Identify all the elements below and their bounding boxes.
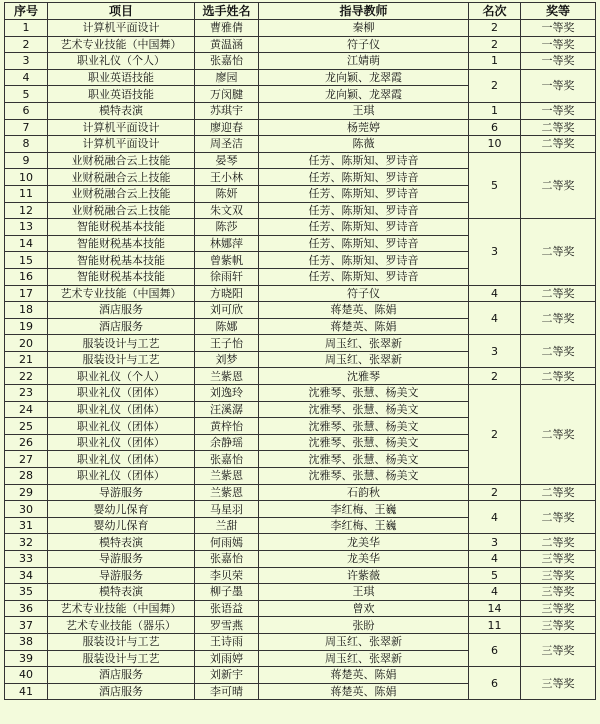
cell-name: 黄温涵 bbox=[195, 36, 259, 53]
cell-no: 15 bbox=[5, 252, 48, 269]
cell-rank: 4 bbox=[469, 501, 521, 534]
cell-teacher: 蒋楚英、陈娟 bbox=[259, 302, 469, 319]
cell-award: 二等奖 bbox=[521, 152, 596, 218]
cell-no: 24 bbox=[5, 401, 48, 418]
cell-item: 导游服务 bbox=[48, 551, 195, 568]
cell-no: 10 bbox=[5, 169, 48, 186]
awards-table bbox=[4, 2, 596, 700]
cell-award: 二等奖 bbox=[521, 119, 596, 136]
cell-teacher: 许紫薇 bbox=[259, 567, 469, 584]
cell-teacher: 任芳、陈斯知、罗诗音 bbox=[259, 169, 469, 186]
cell-name: 朱文双 bbox=[195, 202, 259, 219]
cell-name: 黄梓怡 bbox=[195, 418, 259, 435]
header-award: 奖等 bbox=[521, 3, 596, 20]
cell-item: 服装设计与工艺 bbox=[48, 633, 195, 650]
cell-award: 二等奖 bbox=[521, 219, 596, 285]
cell-name: 陈妍 bbox=[195, 185, 259, 202]
cell-name: 柳子墨 bbox=[195, 584, 259, 601]
cell-rank: 5 bbox=[469, 152, 521, 218]
cell-teacher: 任芳、陈斯知、罗诗音 bbox=[259, 268, 469, 285]
cell-name: 曹雅倩 bbox=[195, 20, 259, 37]
table-row bbox=[5, 567, 596, 584]
cell-rank: 2 bbox=[469, 484, 521, 501]
cell-name: 余静瑶 bbox=[195, 434, 259, 451]
cell-teacher: 沈雅琴、张慧、杨美文 bbox=[259, 434, 469, 451]
cell-teacher: 杨莞婷 bbox=[259, 119, 469, 136]
cell-teacher: 曾欢 bbox=[259, 600, 469, 617]
cell-item: 智能财税基本技能 bbox=[48, 252, 195, 269]
cell-item: 模特表演 bbox=[48, 102, 195, 119]
cell-teacher: 石韵秋 bbox=[259, 484, 469, 501]
cell-no: 1 bbox=[5, 20, 48, 37]
table-row bbox=[5, 53, 596, 70]
cell-rank: 2 bbox=[469, 69, 521, 102]
cell-item: 职业礼仪（个人） bbox=[48, 53, 195, 70]
cell-item: 婴幼儿保育 bbox=[48, 517, 195, 534]
cell-rank: 3 bbox=[469, 335, 521, 368]
cell-name: 陈娜 bbox=[195, 318, 259, 335]
cell-item: 职业礼仪（团体） bbox=[48, 451, 195, 468]
table-row bbox=[5, 501, 596, 518]
cell-award: 一等奖 bbox=[521, 36, 596, 53]
cell-no: 33 bbox=[5, 551, 48, 568]
cell-no: 32 bbox=[5, 534, 48, 551]
cell-item: 模特表演 bbox=[48, 534, 195, 551]
cell-name: 廖园 bbox=[195, 69, 259, 86]
cell-item: 计算机平面设计 bbox=[48, 20, 195, 37]
cell-name: 廖迎春 bbox=[195, 119, 259, 136]
cell-name: 万闵腱 bbox=[195, 86, 259, 103]
cell-item: 职业英语技能 bbox=[48, 86, 195, 103]
cell-no: 30 bbox=[5, 501, 48, 518]
cell-name: 林娜萍 bbox=[195, 235, 259, 252]
cell-award: 三等奖 bbox=[521, 633, 596, 666]
cell-no: 12 bbox=[5, 202, 48, 219]
cell-name: 兰紫恩 bbox=[195, 368, 259, 385]
cell-no: 28 bbox=[5, 468, 48, 485]
cell-item: 导游服务 bbox=[48, 567, 195, 584]
cell-item: 艺术专业技能（中国舞） bbox=[48, 36, 195, 53]
cell-no: 20 bbox=[5, 335, 48, 352]
cell-teacher: 王琪 bbox=[259, 102, 469, 119]
cell-teacher: 王琪 bbox=[259, 584, 469, 601]
cell-no: 16 bbox=[5, 268, 48, 285]
cell-no: 8 bbox=[5, 136, 48, 153]
cell-name: 王小林 bbox=[195, 169, 259, 186]
cell-award: 二等奖 bbox=[521, 534, 596, 551]
cell-no: 29 bbox=[5, 484, 48, 501]
cell-rank: 1 bbox=[469, 53, 521, 70]
cell-item: 酒店服务 bbox=[48, 318, 195, 335]
table-row bbox=[5, 484, 596, 501]
cell-name: 何雨嫣 bbox=[195, 534, 259, 551]
cell-award: 二等奖 bbox=[521, 368, 596, 385]
header-row bbox=[5, 3, 596, 20]
cell-no: 5 bbox=[5, 86, 48, 103]
cell-award: 三等奖 bbox=[521, 617, 596, 634]
cell-no: 18 bbox=[5, 302, 48, 319]
cell-rank: 2 bbox=[469, 20, 521, 37]
cell-name: 王诗雨 bbox=[195, 633, 259, 650]
cell-teacher: 沈雅琴、张慧、杨美文 bbox=[259, 385, 469, 402]
cell-award: 二等奖 bbox=[521, 484, 596, 501]
cell-no: 11 bbox=[5, 185, 48, 202]
cell-award: 三等奖 bbox=[521, 584, 596, 601]
cell-item: 婴幼儿保育 bbox=[48, 501, 195, 518]
cell-rank: 6 bbox=[469, 119, 521, 136]
cell-teacher: 任芳、陈斯知、罗诗音 bbox=[259, 202, 469, 219]
cell-name: 苏琪宇 bbox=[195, 102, 259, 119]
cell-item: 职业礼仪（团体） bbox=[48, 385, 195, 402]
table-row bbox=[5, 551, 596, 568]
cell-award: 二等奖 bbox=[521, 335, 596, 368]
cell-teacher: 任芳、陈斯知、罗诗音 bbox=[259, 152, 469, 169]
cell-teacher: 李红梅、王巍 bbox=[259, 501, 469, 518]
cell-award: 三等奖 bbox=[521, 667, 596, 700]
table-row bbox=[5, 385, 596, 402]
table-row bbox=[5, 136, 596, 153]
cell-name: 兰紫恩 bbox=[195, 484, 259, 501]
cell-no: 3 bbox=[5, 53, 48, 70]
cell-teacher: 蒋楚英、陈娟 bbox=[259, 683, 469, 700]
cell-no: 2 bbox=[5, 36, 48, 53]
header-name: 选手姓名 bbox=[195, 3, 259, 20]
cell-no: 14 bbox=[5, 235, 48, 252]
table-row bbox=[5, 617, 596, 634]
cell-teacher: 符子仪 bbox=[259, 36, 469, 53]
cell-no: 22 bbox=[5, 368, 48, 385]
table-row bbox=[5, 667, 596, 684]
cell-teacher: 任芳、陈斯知、罗诗音 bbox=[259, 252, 469, 269]
cell-name: 方晓阳 bbox=[195, 285, 259, 302]
cell-name: 刘可欣 bbox=[195, 302, 259, 319]
cell-teacher: 沈雅琴 bbox=[259, 368, 469, 385]
cell-teacher: 龙美华 bbox=[259, 534, 469, 551]
cell-name: 晏琴 bbox=[195, 152, 259, 169]
cell-name: 刘新宇 bbox=[195, 667, 259, 684]
cell-teacher: 任芳、陈斯知、罗诗音 bbox=[259, 219, 469, 236]
cell-award: 二等奖 bbox=[521, 285, 596, 302]
cell-teacher: 龙美华 bbox=[259, 551, 469, 568]
cell-no: 23 bbox=[5, 385, 48, 402]
cell-rank: 2 bbox=[469, 385, 521, 485]
cell-no: 38 bbox=[5, 633, 48, 650]
cell-item: 酒店服务 bbox=[48, 667, 195, 684]
cell-item: 服装设计与工艺 bbox=[48, 335, 195, 352]
cell-no: 9 bbox=[5, 152, 48, 169]
cell-item: 业财税融合云上技能 bbox=[48, 169, 195, 186]
table-row bbox=[5, 600, 596, 617]
cell-no: 13 bbox=[5, 219, 48, 236]
cell-rank: 14 bbox=[469, 600, 521, 617]
cell-rank: 4 bbox=[469, 551, 521, 568]
header-no: 序号 bbox=[5, 3, 48, 20]
cell-name: 罗雪燕 bbox=[195, 617, 259, 634]
table-row bbox=[5, 152, 596, 169]
cell-item: 酒店服务 bbox=[48, 683, 195, 700]
cell-item: 服装设计与工艺 bbox=[48, 351, 195, 368]
cell-rank: 6 bbox=[469, 633, 521, 666]
cell-name: 李贝荣 bbox=[195, 567, 259, 584]
cell-rank: 11 bbox=[469, 617, 521, 634]
table-row bbox=[5, 219, 596, 236]
cell-item: 导游服务 bbox=[48, 484, 195, 501]
table-row bbox=[5, 119, 596, 136]
cell-name: 陈莎 bbox=[195, 219, 259, 236]
cell-no: 19 bbox=[5, 318, 48, 335]
cell-teacher: 周玉红、张翠新 bbox=[259, 351, 469, 368]
table-row bbox=[5, 335, 596, 352]
cell-teacher: 周玉红、张翠新 bbox=[259, 335, 469, 352]
cell-name: 汪溪潺 bbox=[195, 401, 259, 418]
cell-award: 二等奖 bbox=[521, 302, 596, 335]
table-row bbox=[5, 302, 596, 319]
cell-teacher: 龙向颖、龙翠霞 bbox=[259, 69, 469, 86]
cell-item: 职业英语技能 bbox=[48, 69, 195, 86]
cell-no: 4 bbox=[5, 69, 48, 86]
table-row bbox=[5, 534, 596, 551]
cell-item: 艺术专业技能（中国舞） bbox=[48, 600, 195, 617]
cell-rank: 2 bbox=[469, 368, 521, 385]
cell-teacher: 蒋楚英、陈娟 bbox=[259, 667, 469, 684]
cell-award: 二等奖 bbox=[521, 501, 596, 534]
header-teacher: 指导教师 bbox=[259, 3, 469, 20]
cell-name: 张嘉怡 bbox=[195, 451, 259, 468]
cell-no: 40 bbox=[5, 667, 48, 684]
cell-award: 三等奖 bbox=[521, 567, 596, 584]
table-row bbox=[5, 368, 596, 385]
cell-award: 二等奖 bbox=[521, 385, 596, 485]
cell-teacher: 李红梅、王巍 bbox=[259, 517, 469, 534]
cell-rank: 2 bbox=[469, 36, 521, 53]
cell-name: 刘逸玲 bbox=[195, 385, 259, 402]
cell-item: 职业礼仪（个人） bbox=[48, 368, 195, 385]
cell-name: 张嘉怡 bbox=[195, 53, 259, 70]
cell-no: 39 bbox=[5, 650, 48, 667]
table-row bbox=[5, 285, 596, 302]
cell-teacher: 龙向颖、龙翠霞 bbox=[259, 86, 469, 103]
cell-award: 一等奖 bbox=[521, 53, 596, 70]
cell-rank: 3 bbox=[469, 534, 521, 551]
cell-no: 17 bbox=[5, 285, 48, 302]
cell-rank: 6 bbox=[469, 667, 521, 700]
cell-award: 一等奖 bbox=[521, 69, 596, 102]
cell-no: 31 bbox=[5, 517, 48, 534]
cell-no: 26 bbox=[5, 434, 48, 451]
cell-name: 兰甜 bbox=[195, 517, 259, 534]
cell-name: 兰紫恩 bbox=[195, 468, 259, 485]
cell-teacher: 蒋楚英、陈娟 bbox=[259, 318, 469, 335]
cell-teacher: 张盼 bbox=[259, 617, 469, 634]
cell-teacher: 任芳、陈斯知、罗诗音 bbox=[259, 235, 469, 252]
cell-no: 25 bbox=[5, 418, 48, 435]
cell-item: 智能财税基本技能 bbox=[48, 219, 195, 236]
cell-item: 服装设计与工艺 bbox=[48, 650, 195, 667]
cell-teacher: 江婧萌 bbox=[259, 53, 469, 70]
cell-name: 张嘉怡 bbox=[195, 551, 259, 568]
cell-item: 业财税融合云上技能 bbox=[48, 202, 195, 219]
cell-name: 李可晴 bbox=[195, 683, 259, 700]
cell-item: 职业礼仪（团体） bbox=[48, 418, 195, 435]
cell-rank: 4 bbox=[469, 584, 521, 601]
cell-no: 27 bbox=[5, 451, 48, 468]
cell-rank: 5 bbox=[469, 567, 521, 584]
cell-item: 职业礼仪（团体） bbox=[48, 401, 195, 418]
table-body bbox=[5, 20, 596, 700]
cell-item: 计算机平面设计 bbox=[48, 136, 195, 153]
cell-item: 职业礼仪（团体） bbox=[48, 434, 195, 451]
cell-rank: 3 bbox=[469, 219, 521, 285]
cell-item: 艺术专业技能（中国舞） bbox=[48, 285, 195, 302]
cell-teacher: 符子仪 bbox=[259, 285, 469, 302]
cell-teacher: 周玉红、张翠新 bbox=[259, 633, 469, 650]
cell-no: 21 bbox=[5, 351, 48, 368]
cell-item: 艺术专业技能（器乐） bbox=[48, 617, 195, 634]
cell-teacher: 沈雅琴、张慧、杨美文 bbox=[259, 401, 469, 418]
cell-award: 三等奖 bbox=[521, 600, 596, 617]
table-row bbox=[5, 102, 596, 119]
cell-name: 刘梦 bbox=[195, 351, 259, 368]
cell-teacher: 沈雅琴、张慧、杨美文 bbox=[259, 468, 469, 485]
cell-no: 36 bbox=[5, 600, 48, 617]
cell-award: 一等奖 bbox=[521, 20, 596, 37]
cell-rank: 10 bbox=[469, 136, 521, 153]
cell-name: 曾紫帆 bbox=[195, 252, 259, 269]
cell-name: 王子怡 bbox=[195, 335, 259, 352]
header-rank: 名次 bbox=[469, 3, 521, 20]
header-item: 项目 bbox=[48, 3, 195, 20]
cell-rank: 1 bbox=[469, 102, 521, 119]
cell-item: 智能财税基本技能 bbox=[48, 235, 195, 252]
cell-item: 模特表演 bbox=[48, 584, 195, 601]
cell-name: 刘雨婷 bbox=[195, 650, 259, 667]
cell-teacher: 秦柳 bbox=[259, 20, 469, 37]
table-row bbox=[5, 69, 596, 86]
cell-no: 7 bbox=[5, 119, 48, 136]
cell-item: 业财税融合云上技能 bbox=[48, 185, 195, 202]
cell-award: 一等奖 bbox=[521, 102, 596, 119]
cell-teacher: 任芳、陈斯知、罗诗音 bbox=[259, 185, 469, 202]
cell-item: 酒店服务 bbox=[48, 302, 195, 319]
cell-no: 35 bbox=[5, 584, 48, 601]
cell-award: 三等奖 bbox=[521, 551, 596, 568]
cell-item: 业财税融合云上技能 bbox=[48, 152, 195, 169]
table-row bbox=[5, 584, 596, 601]
cell-name: 徐雨轩 bbox=[195, 268, 259, 285]
table-row bbox=[5, 36, 596, 53]
cell-teacher: 沈雅琴、张慧、杨美文 bbox=[259, 451, 469, 468]
cell-name: 马星羽 bbox=[195, 501, 259, 518]
cell-rank: 4 bbox=[469, 302, 521, 335]
cell-no: 37 bbox=[5, 617, 48, 634]
cell-no: 6 bbox=[5, 102, 48, 119]
cell-no: 41 bbox=[5, 683, 48, 700]
cell-item: 职业礼仪（团体） bbox=[48, 468, 195, 485]
cell-teacher: 陈薇 bbox=[259, 136, 469, 153]
cell-name: 张语益 bbox=[195, 600, 259, 617]
table-row bbox=[5, 633, 596, 650]
cell-name: 周圣洁 bbox=[195, 136, 259, 153]
cell-item: 智能财税基本技能 bbox=[48, 268, 195, 285]
cell-award: 二等奖 bbox=[521, 136, 596, 153]
cell-no: 34 bbox=[5, 567, 48, 584]
table-row bbox=[5, 20, 596, 37]
cell-teacher: 沈雅琴、张慧、杨美文 bbox=[259, 418, 469, 435]
cell-rank: 4 bbox=[469, 285, 521, 302]
cell-item: 计算机平面设计 bbox=[48, 119, 195, 136]
cell-teacher: 周玉红、张翠新 bbox=[259, 650, 469, 667]
